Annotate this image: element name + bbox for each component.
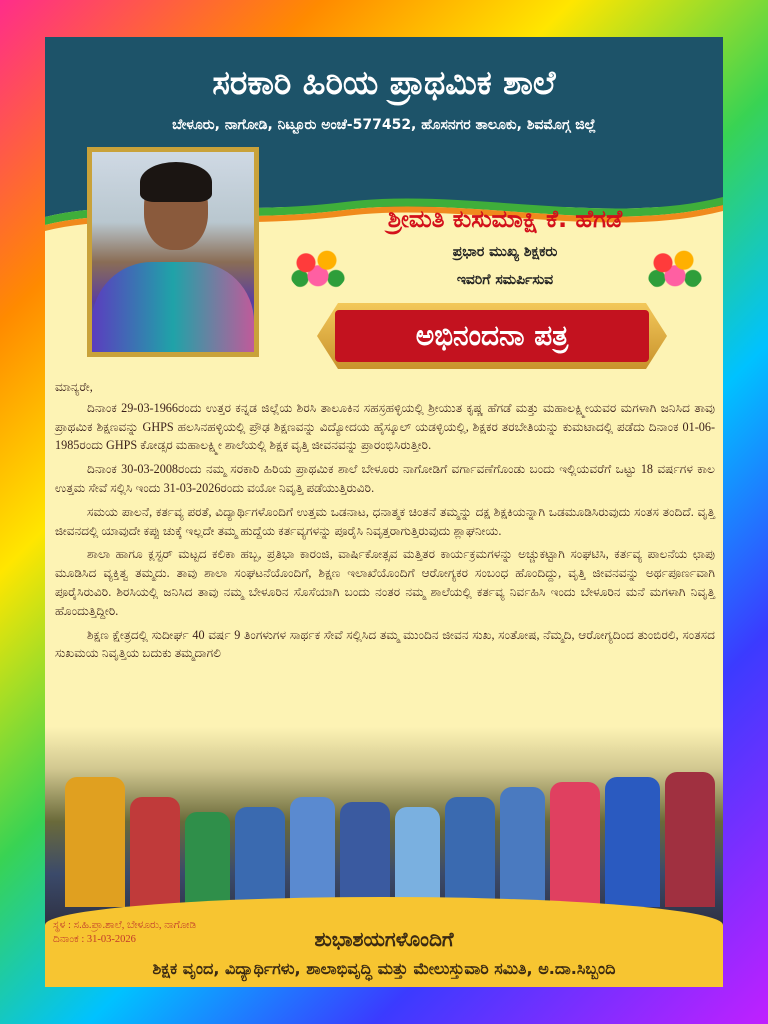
felicitation-poster xyxy=(45,37,723,987)
banner-title: ಅಭಿನಂದನಾ ಪತ್ರ xyxy=(335,310,649,362)
honoree-photo xyxy=(87,147,259,357)
salutation: ಮಾನ್ಯರೇ, xyxy=(55,380,93,394)
paragraph: ಶಿಕ್ಷಣ ಕ್ಷೇತ್ರದಲ್ಲಿ ಸುದೀರ್ಘ 40 ವರ್ಷ 9 ತಿಂಗಳುಗಳ ಸಾರ್ಥಕ ಸೇವೆ ಸಲ್ಲಿಸಿದ ತಮ್ಮ ಮುಂದಿನ ಜೀವನ ಸುಖ, ಸಂತೋಷ, ನೆಮ್ಮದಿ, ಆರೋಗ್ಯದಿಂದ ತುಂಬಿರಲಿ, ಸಂತಸದ ಸುಖಮಯ ನಿವೃತ್ತಿಯ ಬದುಕು ತಮ್ಮದಾಗಲಿ xyxy=(55,627,715,661)
letter-body xyxy=(55,378,715,668)
from-text: ಶಿಕ್ಷಕ ವೃಂದ, ವಿದ್ಯಾರ್ಥಿಗಳು, ಶಾಲಾಭಿವೃದ್ಧಿ ಮತ್ತು ಮೇಲುಸ್ತುವಾರಿ ಸಮಿತಿ, ಅ.ದಾ.ಸಿಬ್ಬಂದಿ xyxy=(152,959,616,978)
paragraph: ಸಮಯ ಪಾಲನೆ, ಕರ್ತವ್ಯ ಪರತೆ, ವಿದ್ಯಾರ್ಥಿಗಳೊಂದಿಗೆ ಉತ್ತಮ ಒಡನಾಟ, ಧನಾತ್ಮಕ ಚಿಂತನೆ ತಮ್ಮನ್ನು ದಕ್ಷ ಶಿಕ್ಷಕಿಯನ್ನಾಗಿ ಒಡಮೂಡಿಸಿರುವುದು ಸಂತಸ ತಂದಿದೆ. ವೃತ್ತಿ ಜೀವನದಲ್ಲಿ ಯಾವುದೇ ಕಪ್ಪು ಚುಕ್ಕೆ ಇಲ್ಲದೇ ತಮ್ಮ ಹುದ್ದೆಯ ಕರ್ತವ್ಯಗಳನ್ನು ಪೂರೈಸಿ ನಿವೃತ್ತರಾಗುತ್ತಿರುವುದು ಶ್ಲಾಘನೀಯ. xyxy=(55,504,715,538)
dedication-text: ಇವರಿಗೆ ಸಮರ್ಪಿಸುವ xyxy=(456,272,554,288)
honoree-role: ಪ್ರಭಾರ ಮುಖ್ಯ ಶಿಕ್ಷಕರು xyxy=(452,244,558,260)
paragraph: ದಿನಾಂಕ 29-03-1966ರಂದು ಉತ್ತರ ಕನ್ನಡ ಜಿಲ್ಲೆಯ ಶಿರಸಿ ತಾಲೂಕಿನ ಸಹಸ್ರಹಳ್ಳಿಯಲ್ಲಿ ಶ್ರೀಯುತ ಕೃಷ್ಣ ಹೆಗಡೆ ಮತ್ತು ಮಹಾಲಕ್ಷ್ಮೀಯವರ ಮಗಳಾಗಿ ಜನಿಸಿದ ತಾವು ಪ್ರಾಥಮಿಕ ಶಿಕ್ಷಣವನ್ನು GHPS ಹಲಸಿನಹಳ್ಳಿಯಲ್ಲಿ ಪ್ರೌಢ ಶಿಕ್ಷಣವನ್ನು ವಿದ್ಯೋದಯ ಹೈಸ್ಕೂಲ್ ಯಡಳ್ಳಿಯಲ್ಲಿ, ಶಿಕ್ಷಕರ ತರಬೇತಿಯನ್ನು ಕುಮಟಾದಲ್ಲಿ ಪಡೆದು ದಿನಾಂಕ 01-06-1985ರಂದು GHPS ಕೋಡ್ಸರ ಮಹಾಲಕ್ಷ್ಮೀ ಶಾಲೆಯಲ್ಲಿ ಶಿಕ್ಷಕ ವೃತ್ತಿ ಜೀವನವನ್ನು ಪ್ರಾರಂಭಿಸಿರುತ್ತೀರಿ. xyxy=(55,400,715,453)
paragraph: ಶಾಲಾ ಹಾಗೂ ಕ್ಲಸ್ಟರ್ ಮಟ್ಟದ ಕಲಿಕಾ ಹಬ್ಬ, ಪ್ರತಿಭಾ ಕಾರಂಜಿ, ವಾರ್ಷಿಕೋತ್ಸವ ಮತ್ತಿತರ ಕಾರ್ಯಕ್ರಮಗಳನ್ನು ಅಚ್ಚುಕಟ್ಟಾಗಿ ಸಂಘಟಿಸಿ, ಕರ್ತವ್ಯ ಪಾಲನೆಯ ಛಾಪು ಮೂಡಿಸಿದ ವ್ಯಕ್ತಿತ್ವ ತಮ್ಮದು. ತಾವು ಶಾಲಾ ಸಂಘಟನೆಯೊಂದಿಗೆ, ಶಿಕ್ಷಣ ಇಲಾಖೆಯೊಂದಿಗೆ ಆರೋಗ್ಯಕರ ಸಂಬಂಧ ಹೊಂದಿದ್ದು, ವೃತ್ತಿ ಜೀವನವನ್ನು ಅರ್ಥಪೂರ್ಣವಾಗಿ ಪೂರೈಸಿರುವಿರಿ. ಶಿರಸಿಯಲ್ಲಿ ಜನಿಸಿದ ತಾವು ನಮ್ಮ ಬೇಳೂರಿನ ಸೊಸೆಯಾಗಿ ಬಂದು ನಂತರ ನಮ್ಮ ಶಾಲೆಯಲ್ಲಿ ಕರ್ತವ್ಯ ನಿರ್ವಹಿಸಿ ಇಂದು ಬೇಳೂರಿನ ಮನೆ ಮಗಳಾಗಿ ನಿವೃತ್ತಿ ಹೊಂದುತ್ತಿದ್ದೀರಿ. xyxy=(55,547,715,618)
date-text: ದಿನಾಂಕ : 31-03-2026 xyxy=(53,934,136,945)
wishes-text: ಶುಭಾಶಯಗಳೊಂದಿಗೆ xyxy=(314,927,454,951)
school-name: ಸರಕಾರಿ ಹಿರಿಯ ಪ್ರಾಥಮಿಕ ಶಾಲೆ xyxy=(212,63,556,102)
school-address: ಬೇಳೂರು, ನಾಗೋಡಿ, ನಿಟ್ಟೂರು ಅಂಚೆ-577452, ಹೊಸನಗರ ತಾಲೂಕು, ಶಿವಮೊಗ್ಗ ಜಿಲ್ಲೆ xyxy=(172,117,596,133)
honoree-name: ಶ್ರೀಮತಿ ಕುಸುಮಾಕ್ಷಿ ಕೆ. ಹೆಗಡೆ xyxy=(387,205,623,233)
paragraph: ದಿನಾಂಕ 30-03-2008ರಂದು ನಮ್ಮ ಸರಕಾರಿ ಹಿರಿಯ ಪ್ರಾಥಮಿಕ ಶಾಲೆ ಬೇಳೂರು ನಾಗೋಡಿಗೆ ವರ್ಗಾವಣೆಗೊಂಡು ಬಂದು ಇಲ್ಲಿಯವರೆಗೆ ಒಟ್ಟು 18 ವರ್ಷಗಳ ಕಾಲ ಉತ್ತಮ ಸೇವೆ ಸಲ್ಲಿಸಿ ಇಂದು 31-03-2026ರಂದು ವಯೋ ನಿವೃತ್ತಿ ಪಡೆಯುತ್ತಿರುವಿರಿ. xyxy=(55,462,715,495)
place-text: ಸ್ಥಳ : ಸ.ಹಿ.ಪ್ರಾ.ಶಾಲೆ, ಬೇಳೂರು, ನಾಗೋಡಿ xyxy=(53,920,197,931)
